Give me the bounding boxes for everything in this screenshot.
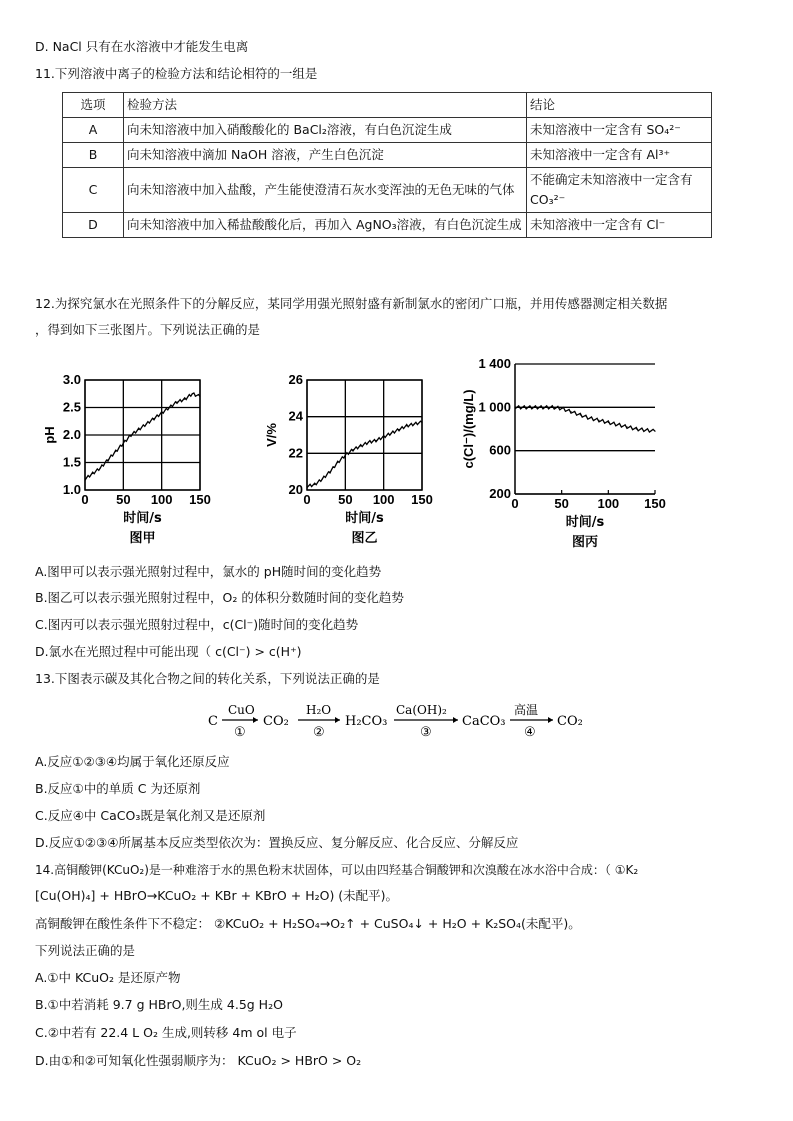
species-c: C bbox=[208, 714, 218, 729]
x-axis-label: 时间/s bbox=[345, 511, 384, 526]
y-tick-label: 26 bbox=[288, 372, 303, 387]
data-point bbox=[368, 442, 369, 443]
row-option: B bbox=[63, 143, 124, 168]
x-tick-label: 150 bbox=[644, 496, 666, 511]
row-conclusion: 未知溶液中一定含有 Cl⁻ bbox=[527, 213, 712, 238]
y-tick-label: 1 400 bbox=[478, 356, 511, 371]
step-1: ① bbox=[234, 725, 246, 740]
series-line bbox=[307, 421, 422, 488]
y-tick-label: 1 000 bbox=[478, 399, 511, 415]
data-point bbox=[514, 407, 515, 408]
q12-option-b: B.图乙可以表示强光照射过程中，O₂ 的体积分数随时间的变化趋势 bbox=[35, 590, 404, 605]
data-point bbox=[107, 459, 108, 460]
data-point bbox=[100, 467, 101, 468]
q14-stem-4: 下列说法正确的是 bbox=[35, 943, 136, 958]
data-point bbox=[306, 486, 307, 487]
data-point bbox=[561, 408, 562, 409]
y-tick-label: 1.0 bbox=[62, 482, 81, 497]
species-co2: CO₂ bbox=[263, 714, 289, 729]
q13-option-d: D.反应①②③④所属基本反应类型依次为：置换反应、复分解反应、化合反应、分解反应 bbox=[35, 835, 519, 850]
q12-option-c: C.图丙可以表示强光照射过程中，c(Cl⁻)随时间的变化趋势 bbox=[35, 617, 359, 632]
data-point bbox=[421, 422, 422, 423]
q14-option-d: D.由①和②可知氧化性强弱顺序为： KCuO₂ > HBrO > O₂ bbox=[35, 1053, 362, 1068]
x-tick-label: 0 bbox=[81, 492, 89, 507]
q13-option-a: A.反应①②③④均属于氧化还原反应 bbox=[35, 754, 230, 769]
reagent-1: CuO bbox=[228, 703, 255, 717]
step-3: ③ bbox=[420, 725, 432, 740]
y-tick-label: 3.0 bbox=[62, 372, 81, 387]
row-method: 向未知溶液中加入盐酸，产生能使澄清石灰水变浑浊的无色无味的气体 bbox=[124, 168, 527, 213]
header-conclusion: 结论 bbox=[527, 93, 712, 118]
data-point bbox=[589, 418, 590, 419]
data-point bbox=[92, 473, 93, 474]
y-tick-label: 2.0 bbox=[62, 427, 81, 442]
y-tick-label: 24 bbox=[288, 408, 303, 424]
row-method: 向未知溶液中加入稀盐酸酸化后，再加入 AgNO₃溶液，有白色沉淀生成 bbox=[124, 213, 527, 238]
data-point bbox=[199, 396, 200, 397]
x-axis-label: 时间/s bbox=[565, 515, 605, 530]
x-tick-label: 150 bbox=[411, 492, 433, 507]
q13-option-c: C.反应④中 CaCO₃既是氧化剂又是还原剂 bbox=[35, 808, 266, 823]
chart-bing bbox=[455, 352, 685, 555]
q12-stem-1: 12.为探究氯水在光照条件下的分解反应，某同学用强光照射盛有新制氯水的密闭广口瓶，并用传感器测定相关数据 bbox=[35, 296, 668, 311]
q13-option-b: B.反应①中的单质 C 为还原剂 bbox=[35, 781, 201, 796]
x-tick-label: 50 bbox=[338, 492, 353, 507]
row-option: A bbox=[63, 118, 124, 143]
row-method: 向未知溶液中滴加 NaOH 溶液，产生白色沉淀 bbox=[124, 143, 527, 168]
data-point bbox=[337, 462, 338, 463]
species-co2-final: CO₂ bbox=[557, 714, 583, 729]
data-point bbox=[524, 407, 525, 408]
data-point bbox=[352, 449, 353, 450]
x-tick-label: 50 bbox=[116, 492, 131, 507]
q14-option-b: B.①中若消耗 9.7 g HBrO,则生成 4.5g H₂O bbox=[35, 997, 283, 1012]
row-conclusion: 未知溶液中一定含有 Al³⁺ bbox=[527, 143, 712, 168]
y-tick-label: 600 bbox=[489, 442, 511, 458]
q10-option-d: D. NaCl 只有在水溶液中才能发生电离 bbox=[35, 39, 249, 54]
data-point bbox=[636, 428, 637, 429]
x-tick-label: 100 bbox=[150, 492, 173, 507]
y-axis-label: pH bbox=[42, 426, 57, 444]
x-tick-label: 50 bbox=[554, 496, 569, 511]
data-point bbox=[542, 407, 543, 408]
q14-stem-3: 高铜酸钾在酸性条件下不稳定： ②KCuO₂ + H₂SO₄→O₂↑ + CuSO₄↓ + H₂O + K₂SO₄(未配平)。 bbox=[35, 916, 581, 931]
data-point bbox=[533, 407, 534, 408]
table-header-row bbox=[63, 93, 712, 118]
y-axis-label: V/% bbox=[264, 423, 279, 447]
data-point bbox=[570, 411, 571, 412]
data-point bbox=[115, 451, 116, 452]
data-point bbox=[123, 443, 124, 444]
data-point bbox=[184, 399, 185, 400]
q12-option-d: D.氯水在光照过程中可能出现（ c(Cl⁻) > c(H⁺) bbox=[35, 644, 302, 659]
data-point bbox=[360, 445, 361, 446]
data-point bbox=[130, 434, 131, 435]
data-point bbox=[645, 429, 646, 430]
data-point bbox=[598, 420, 599, 421]
data-point bbox=[192, 393, 193, 394]
series-line bbox=[515, 406, 655, 432]
q14-stem-1: 14.高铜酸钾(KCuO₂)是一种难溶于水的黑色粉末状固体，可以由四羟基合铜酸钾和次溴酸在冰水浴中合成：（ ①K₂ bbox=[35, 863, 639, 877]
data-point bbox=[138, 429, 139, 430]
data-point bbox=[391, 433, 392, 434]
chart-title: 图乙 bbox=[351, 531, 378, 546]
data-point bbox=[169, 407, 170, 408]
species-caco3: CaCO₃ bbox=[462, 714, 506, 729]
q14-option-c: C.②中若有 22.4 L O₂ 生成,则转移 4m ol 电子 bbox=[35, 1025, 297, 1040]
data-point bbox=[406, 425, 407, 426]
q12-option-a: A.图甲可以表示强光照射过程中，氯水的 pH随时间的变化趋势 bbox=[35, 564, 382, 579]
table-row bbox=[63, 143, 712, 168]
data-point bbox=[654, 431, 655, 432]
data-point bbox=[552, 407, 553, 408]
data-point bbox=[580, 414, 581, 415]
table-row bbox=[63, 118, 712, 143]
table-row bbox=[63, 213, 712, 238]
data-point bbox=[375, 440, 376, 441]
data-point bbox=[345, 455, 346, 456]
q12-stem-2: ，得到如下三张图片。下列说法正确的是 bbox=[35, 322, 261, 337]
x-tick-label: 100 bbox=[372, 492, 395, 507]
data-point bbox=[176, 401, 177, 402]
reagent-3: Ca(OH)₂ bbox=[396, 703, 447, 717]
data-point bbox=[153, 418, 154, 419]
data-point bbox=[314, 484, 315, 485]
species-h2co3: H₂CO₃ bbox=[345, 714, 388, 729]
y-tick-label: 20 bbox=[288, 482, 303, 497]
y-tick-label: 200 bbox=[489, 486, 511, 501]
x-axis-label: 时间/s bbox=[123, 511, 162, 526]
row-conclusion: 不能确定未知溶液中一定含有 CO₃²⁻ bbox=[527, 168, 712, 213]
chart-yi bbox=[262, 360, 452, 553]
q14-option-a: A.①中 KCuO₂ 是还原产物 bbox=[35, 970, 181, 985]
step-4: ④ bbox=[524, 725, 536, 740]
q11-stem: 11.下列溶液中离子的检验方法和结论相符的一组是 bbox=[35, 66, 318, 81]
data-point bbox=[383, 436, 384, 437]
x-tick-label: 0 bbox=[303, 492, 311, 507]
chart-title: 图甲 bbox=[129, 531, 156, 546]
data-point bbox=[322, 478, 323, 479]
series-line bbox=[85, 393, 200, 480]
data-point bbox=[146, 423, 147, 424]
chart-title: 图丙 bbox=[571, 535, 599, 550]
row-option: D bbox=[63, 213, 124, 238]
data-point bbox=[161, 412, 162, 413]
step-2: ② bbox=[313, 725, 325, 740]
row-method: 向未知溶液中加入硝酸酸化的 BaCl₂溶液，有白色沉淀生成 bbox=[124, 118, 527, 143]
reagent-4: 高温 bbox=[514, 703, 539, 717]
data-point bbox=[626, 426, 627, 427]
x-tick-label: 0 bbox=[511, 496, 519, 511]
row-conclusion: 未知溶液中一定含有 SO₄²⁻ bbox=[527, 118, 712, 143]
q14-stem-2: [Cu(OH)₄] + HBrO→KCuO₂ + KBr + KBrO + H₂O) (未配平)。 bbox=[35, 888, 399, 903]
y-tick-label: 22 bbox=[288, 445, 303, 461]
y-axis-label: c(Cl⁻)/(mg/L) bbox=[461, 389, 476, 469]
x-tick-label: 150 bbox=[189, 492, 211, 507]
chart-jia bbox=[40, 360, 230, 553]
table-row bbox=[63, 168, 712, 213]
header-option: 选项 bbox=[63, 93, 124, 118]
y-tick-label: 2.5 bbox=[62, 399, 81, 415]
header-method: 检验方法 bbox=[124, 93, 527, 118]
data-point bbox=[608, 422, 609, 423]
q11-table bbox=[62, 92, 712, 238]
y-tick-label: 1.5 bbox=[62, 454, 81, 470]
data-point bbox=[329, 471, 330, 472]
data-point bbox=[617, 424, 618, 425]
reagent-2: H₂O bbox=[306, 703, 332, 717]
row-option: C bbox=[63, 168, 124, 213]
data-point bbox=[414, 423, 415, 424]
q13-stem: 13.下图表示碳及其化合物之间的转化关系，下列说法正确的是 bbox=[35, 671, 380, 686]
x-tick-label: 100 bbox=[597, 496, 620, 511]
data-point bbox=[398, 429, 399, 430]
plot-frame bbox=[307, 380, 422, 490]
data-point bbox=[84, 478, 85, 479]
conversion-scheme bbox=[208, 700, 598, 740]
